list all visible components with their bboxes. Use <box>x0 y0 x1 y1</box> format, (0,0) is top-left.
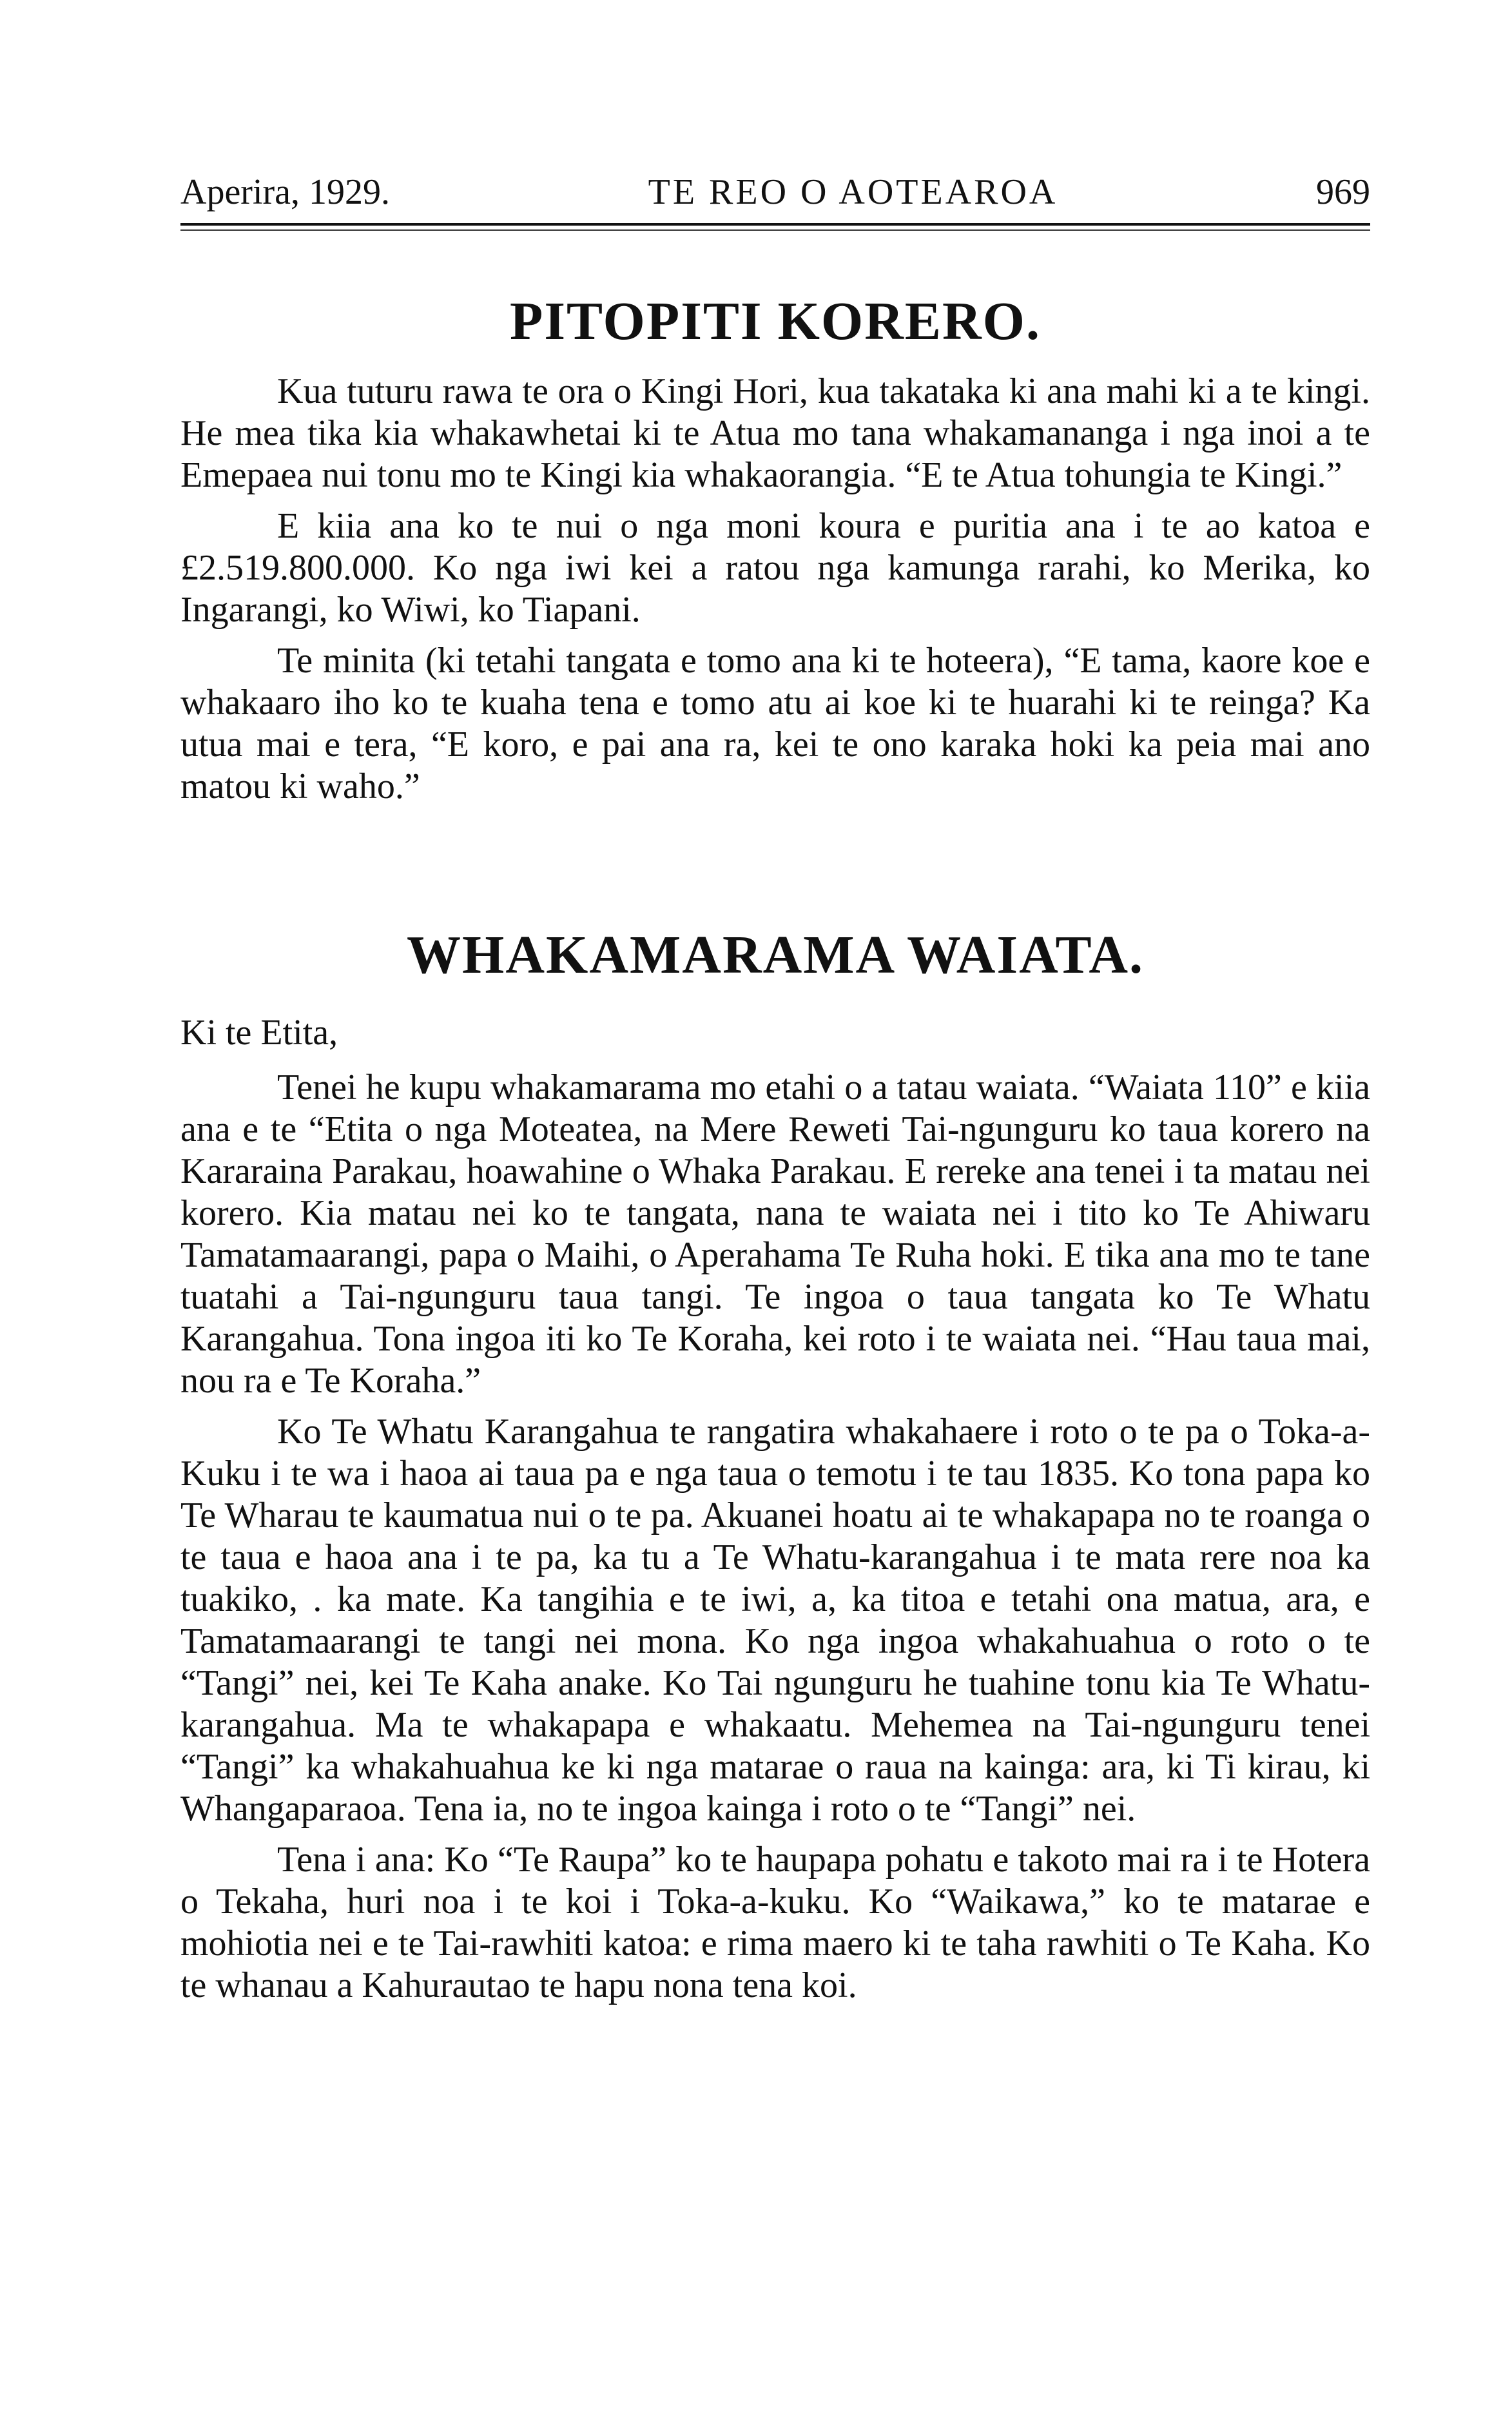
running-header <box>180 174 1370 220</box>
header-rule-secondary <box>180 229 1370 231</box>
paragraph: Kua tuturu rawa te ora o Kingi Hori, kua takataka ki ana mahi ki a te kingi. He mea tika kia whakawhetai ki te Atua mo tana whakamananga i nga inoi a te Emepaea nui tonu mo te Kingi kia whakaorangia. “E te Atua tohungia te Kingi.” <box>180 371 1370 495</box>
section-title-whakamarama-waiata: WHAKAMARAMA WAIATA. <box>407 925 1144 985</box>
header-date: Aperira, 1929. <box>180 172 391 212</box>
paragraph: E kiia ana ko te nui o nga moni koura e puritia ana i te ao katoa e £2.519.800.000. Ko nga iwi kei a ratou nga kamunga rarahi, ko Merika, ko Ingarangi, ko Wiwi, ko Tiapani. <box>180 506 1370 630</box>
paragraph: Ko Te Whatu Karangahua te rangatira whakahaere i roto o te pa o Toka-a-Kuku i te wa i haoa ai taua pa e nga taua o temotu i te tau 1835. Ko tona papa ko Te Wharau te kaumatua nui o te pa. Akuanei hoatu ai te whakapapa no te roanga o te taua e haoa ana i te pa, ka tu a Te Whatu-karangahua i te mata rere noa ka tuakiko, . ka mate. Ka tangihia e te iwi, a, ka titoa e tetahi ona matua, ara, e Tamatamaarangi te tangi nei mona. Ko nga ingoa whakahuahua o roto o te “Tangi” nei, kei Te Kaha anake. Ko Tai ngunguru he tuahine tonu kia Te Whatu-karangahua. Ma te whakapapa e whakaatu. Mehemea na Tai-ngunguru tenei “Tangi” ka whakahuahua ke ki nga matarae o raua na kainga: ara, ki Ti kirau, ki Whangaparaoa. Tena ia, no te ingoa kainga i roto o te “Tangi” nei. <box>180 1412 1370 1829</box>
page-number: 969 <box>1315 172 1370 212</box>
paragraph: Tena i ana: Ko “Te Raupa” ko te haupapa pohatu e takoto mai ra i te Hotera o Tekaha, huri noa i te koi i Toka-a-kuku. Ko “Waikawa,” ko te matarae e mohiotia nei e te Tai-rawhiti katoa: e rima maero ki te taha rawhiti o Te Kaha. Ko te whanau a Kahurautao te hapu nona tena koi. <box>180 1840 1370 2005</box>
paragraph: Tenei he kupu whakamarama mo etahi o a tatau waiata. “Waiata 110” e kiia ana e te “Etita o nga Moteatea, na Mere Reweti Tai-ngunguru ko taua korero na Kararaina Parakau, hoawahine o Whaka Parakau. E rereke ana tenei i ta matau nei korero. Kia matau nei ko te tangata, nana te waiata nei i tito ko Te Ahiwaru Tamatamaarangi, papa o Maihi, o Aperahama Te Ruha hoki. E tika ana mo te tane tuatahi a Tai-ngunguru taua tangi. Te ingoa o taua tangata ko Te Whatu Karangahua. Tona ingoa iti ko Te Koraha, kei roto i te waiata nei. “Hau taua mai, nou ra e Te Koraha.” <box>180 1067 1370 1401</box>
paragraph: Te minita (ki tetahi tangata e tomo ana ki te hoteera), “E tama, kaore koe e whakaaro iho ko te kuaha tena e tomo atu ai koe ki te huarahi ki te reinga? Ka utua mai e tera, “E koro, e pai ana ra, kei te ono karaka hoki ka peia mai ano matou ki waho.” <box>180 641 1370 806</box>
section-title-pitopiti-korero: PITOPITI KORERO. <box>510 291 1041 351</box>
document-page <box>180 174 1370 2007</box>
salutation: Ki te Etita, <box>180 1013 338 1053</box>
header-rule <box>180 223 1370 226</box>
journal-title: TE REO O AOTEAROA <box>648 172 1058 212</box>
